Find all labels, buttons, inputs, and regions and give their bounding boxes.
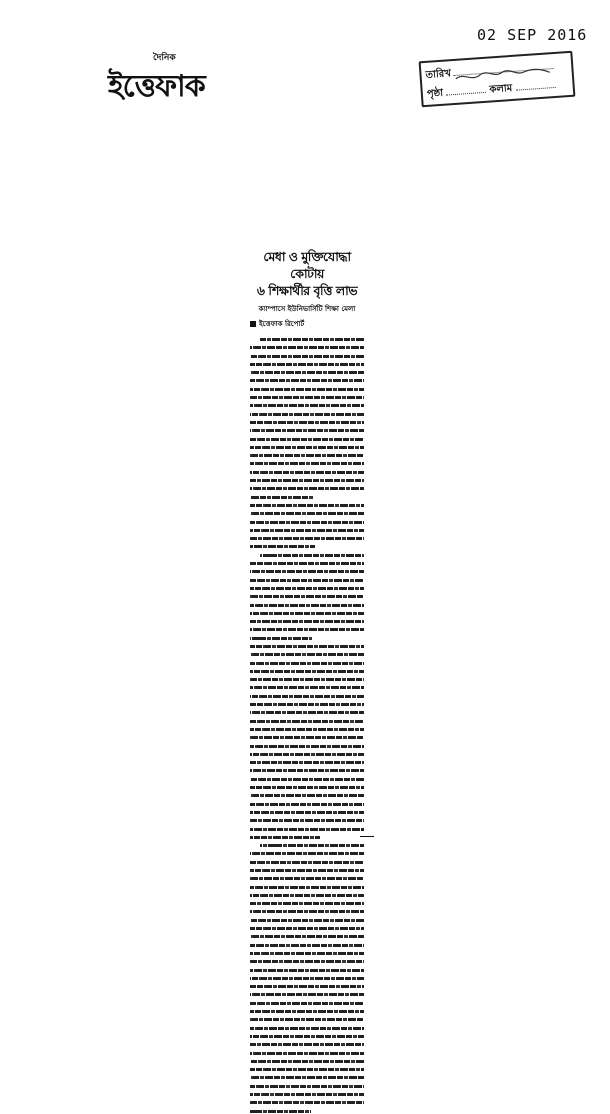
body-text-line-ink — [250, 604, 364, 607]
body-text-line-ink — [250, 728, 364, 731]
body-text-line — [250, 682, 364, 690]
body-text-line-ink — [250, 620, 364, 623]
body-text-line-ink — [250, 512, 364, 515]
body-text-line-ink — [250, 1018, 364, 1021]
body-text-line-ink — [250, 828, 364, 831]
article-headline — [250, 248, 364, 299]
body-text-line — [250, 857, 364, 865]
body-text-line-ink — [250, 985, 364, 988]
headline-line-1: মেধা ও মুক্তিযোদ্ধা কোটায় — [263, 249, 351, 281]
body-text-line-ink — [250, 504, 364, 507]
body-text-line-ink — [250, 662, 364, 665]
body-text-line — [250, 434, 364, 442]
body-text-line — [250, 541, 364, 549]
body-text-line-ink — [250, 462, 364, 465]
body-text-line-ink — [250, 993, 364, 996]
body-text-line-ink — [250, 927, 364, 930]
body-text-line — [250, 359, 364, 367]
body-text-line-ink — [250, 371, 364, 374]
body-text-line-ink — [250, 413, 364, 416]
body-text-line-ink — [250, 570, 364, 573]
body-text-line-ink — [250, 794, 364, 797]
body-text-line-ink — [250, 1076, 364, 1079]
masthead — [108, 50, 238, 110]
body-text-line-ink — [250, 587, 364, 590]
body-text-line — [250, 500, 364, 508]
body-text-line — [250, 409, 364, 417]
body-text-line-ink — [250, 836, 320, 839]
body-text-line-ink — [250, 778, 364, 781]
body-text-line — [250, 1106, 364, 1114]
body-text-line-ink — [260, 844, 364, 847]
stamp-column-label: কলাম — [489, 82, 513, 96]
stamp-date-label: তারিখ — [425, 68, 452, 81]
body-text-line — [250, 724, 364, 732]
body-text-line-ink — [250, 902, 364, 905]
body-text-line — [250, 707, 364, 715]
body-text-line — [250, 624, 364, 632]
body-text-line — [250, 600, 364, 608]
body-text-line-ink — [250, 537, 364, 540]
body-text-line-ink — [250, 803, 364, 806]
body-text-line-ink — [250, 753, 364, 756]
body-text-line — [250, 873, 364, 881]
body-text-line — [250, 699, 364, 707]
body-text-line-ink — [250, 711, 364, 714]
body-text-line — [250, 649, 364, 657]
body-text-line — [250, 832, 364, 840]
body-text-line — [250, 351, 364, 359]
body-text-line-ink — [250, 1043, 364, 1046]
body-text-line — [250, 417, 364, 425]
body-text-line — [250, 1089, 364, 1097]
body-text-line — [250, 799, 364, 807]
body-text-line — [250, 732, 364, 740]
body-text-line-ink — [250, 579, 364, 582]
body-text-line-ink — [250, 562, 364, 565]
body-text-line-ink — [250, 1027, 364, 1030]
body-text-line — [250, 558, 364, 566]
body-text-line — [250, 367, 364, 375]
body-text-line — [250, 666, 364, 674]
body-text-line — [250, 508, 364, 516]
body-text-line — [250, 525, 364, 533]
body-text-line-ink — [250, 379, 364, 382]
body-text-line — [250, 965, 364, 973]
body-text-line-ink — [250, 861, 364, 864]
body-text-line-ink — [250, 612, 364, 615]
body-text-line-ink — [250, 852, 364, 855]
body-text-line — [250, 906, 364, 914]
body-text-line-ink — [250, 678, 364, 681]
clipping-stamp — [419, 51, 576, 108]
body-text-line-ink — [250, 1101, 364, 1104]
body-text-line-ink — [250, 952, 364, 955]
body-text-line — [250, 923, 364, 931]
body-text-line — [250, 342, 364, 350]
body-text-line-ink — [250, 811, 364, 814]
body-text-line — [250, 591, 364, 599]
body-text-line — [250, 575, 364, 583]
body-text-line-ink — [250, 653, 364, 656]
body-text-line-ink — [250, 1060, 364, 1063]
body-text-line — [250, 741, 364, 749]
stamp-column-line — [515, 79, 556, 91]
headline-line-2: ৬ শিক্ষার্থীর বৃত্তি লাভ — [256, 283, 358, 298]
body-text-line — [250, 998, 364, 1006]
body-text-line — [250, 973, 364, 981]
body-text-line — [250, 1056, 364, 1064]
body-text-line-ink — [250, 595, 364, 598]
body-text-line-ink — [250, 919, 364, 922]
body-text-line-ink — [250, 1035, 364, 1038]
body-text-line — [250, 492, 364, 500]
body-text-line — [250, 392, 364, 400]
body-text-line — [250, 375, 364, 383]
body-text-line — [250, 1048, 364, 1056]
body-text-line-ink — [250, 720, 364, 723]
body-text-line-ink — [250, 521, 364, 524]
body-text-line-ink — [250, 429, 364, 432]
body-text-line-ink — [250, 736, 364, 739]
article-body-illegible-text — [250, 334, 364, 1114]
body-text-line-ink — [250, 446, 364, 449]
body-text-line-ink — [250, 686, 364, 689]
body-text-line-ink — [250, 703, 364, 706]
article-byline — [250, 318, 364, 330]
body-text-line-ink — [250, 529, 364, 532]
body-text-line — [250, 1014, 364, 1022]
body-text-line-ink — [250, 745, 364, 748]
body-text-line — [250, 450, 364, 458]
body-text-line-ink — [250, 786, 364, 789]
body-text-line — [250, 442, 364, 450]
body-text-line-ink — [250, 346, 364, 349]
body-text-line — [250, 566, 364, 574]
body-text-line — [250, 533, 364, 541]
body-text-line — [250, 757, 364, 765]
body-text-line-ink — [250, 454, 364, 457]
body-text-line — [250, 384, 364, 392]
body-text-line-ink — [250, 628, 364, 631]
article-end-rule — [360, 836, 374, 837]
body-text-line-ink — [250, 645, 364, 648]
body-text-line — [250, 1081, 364, 1089]
body-text-line-ink — [250, 894, 364, 897]
body-text-line-ink — [250, 977, 364, 980]
body-text-line — [250, 1006, 364, 1014]
byline-text: ইত্তেফাক রিপোর্ট — [259, 320, 305, 328]
body-text-line — [250, 517, 364, 525]
body-text-line-ink — [250, 1093, 364, 1096]
body-text-line-ink — [250, 355, 364, 358]
body-text-line-ink — [250, 471, 364, 474]
body-text-line — [250, 425, 364, 433]
body-text-line-ink — [250, 479, 364, 482]
body-text-line-ink — [250, 1010, 364, 1013]
body-text-line-ink — [250, 545, 315, 548]
body-text-line-ink — [250, 388, 364, 391]
body-text-line — [250, 915, 364, 923]
stamp-page-line — [446, 84, 487, 96]
body-text-line-ink — [250, 1052, 364, 1055]
news-article — [250, 248, 364, 1114]
masthead-small-label: দৈনিক — [153, 53, 176, 63]
body-text-line — [250, 483, 364, 491]
body-text-line — [250, 475, 364, 483]
body-text-line — [250, 334, 364, 342]
body-text-line — [250, 782, 364, 790]
body-text-line — [250, 848, 364, 856]
body-text-line — [250, 691, 364, 699]
body-text-line-ink — [250, 438, 364, 441]
body-text-line — [250, 840, 364, 848]
body-text-line — [250, 989, 364, 997]
body-text-line — [250, 807, 364, 815]
body-text-line — [250, 956, 364, 964]
body-text-line-ink — [250, 769, 364, 772]
body-text-line — [250, 749, 364, 757]
body-text-line — [250, 550, 364, 558]
body-text-line — [250, 583, 364, 591]
body-text-line — [250, 981, 364, 989]
body-text-line-ink — [250, 935, 364, 938]
body-text-line-ink — [250, 1110, 311, 1113]
body-text-line-ink — [250, 695, 364, 698]
body-text-line — [250, 633, 364, 641]
body-text-line-ink — [250, 944, 364, 947]
body-text-line — [250, 1031, 364, 1039]
date-stamp: 02 SEP 2016 — [477, 26, 588, 44]
body-text-line — [250, 931, 364, 939]
body-text-line — [250, 1064, 364, 1072]
article-subhead: ক্যাম্পাসে ইউনিভার্সিটি শিক্ষা মেলা — [258, 305, 356, 313]
body-text-line — [250, 1097, 364, 1105]
body-text-line-ink — [250, 487, 364, 490]
body-text-line — [250, 765, 364, 773]
body-text-line-ink — [260, 338, 364, 341]
body-text-line — [250, 815, 364, 823]
body-text-line — [250, 824, 364, 832]
body-text-line-ink — [250, 819, 364, 822]
body-text-line-ink — [250, 869, 364, 872]
stamp-page-label: পৃষ্ঠা — [426, 87, 444, 100]
body-text-line-ink — [260, 554, 364, 557]
body-text-line — [250, 898, 364, 906]
body-text-line-ink — [250, 886, 364, 889]
body-text-line — [250, 616, 364, 624]
body-text-line — [250, 790, 364, 798]
body-text-line-ink — [250, 404, 364, 407]
body-text-line — [250, 467, 364, 475]
body-text-line-ink — [250, 670, 364, 673]
body-text-line — [250, 658, 364, 666]
body-text-line — [250, 774, 364, 782]
body-text-line-ink — [250, 969, 364, 972]
byline-square-icon — [250, 321, 256, 327]
body-text-line-ink — [250, 421, 364, 424]
body-text-line-ink — [250, 960, 364, 963]
body-text-line-ink — [250, 496, 313, 499]
body-text-line-ink — [250, 637, 312, 640]
body-text-line — [250, 1072, 364, 1080]
body-text-line-ink — [250, 910, 364, 913]
body-text-line — [250, 948, 364, 956]
body-text-line-ink — [250, 761, 364, 764]
body-text-line — [250, 641, 364, 649]
body-text-line — [250, 882, 364, 890]
body-text-line — [250, 716, 364, 724]
body-text-line-ink — [250, 396, 364, 399]
body-text-line — [250, 1039, 364, 1047]
body-text-line — [250, 400, 364, 408]
body-text-line — [250, 674, 364, 682]
body-text-line — [250, 458, 364, 466]
body-text-line — [250, 940, 364, 948]
body-text-line — [250, 608, 364, 616]
body-text-line-ink — [250, 1085, 364, 1088]
body-text-line-ink — [250, 877, 364, 880]
body-text-line-ink — [250, 1002, 364, 1005]
body-text-line — [250, 865, 364, 873]
body-text-line-ink — [250, 1068, 364, 1071]
body-text-line — [250, 890, 364, 898]
masthead-name: ইত্তেফাক — [108, 69, 205, 104]
body-text-line-ink — [250, 363, 364, 366]
